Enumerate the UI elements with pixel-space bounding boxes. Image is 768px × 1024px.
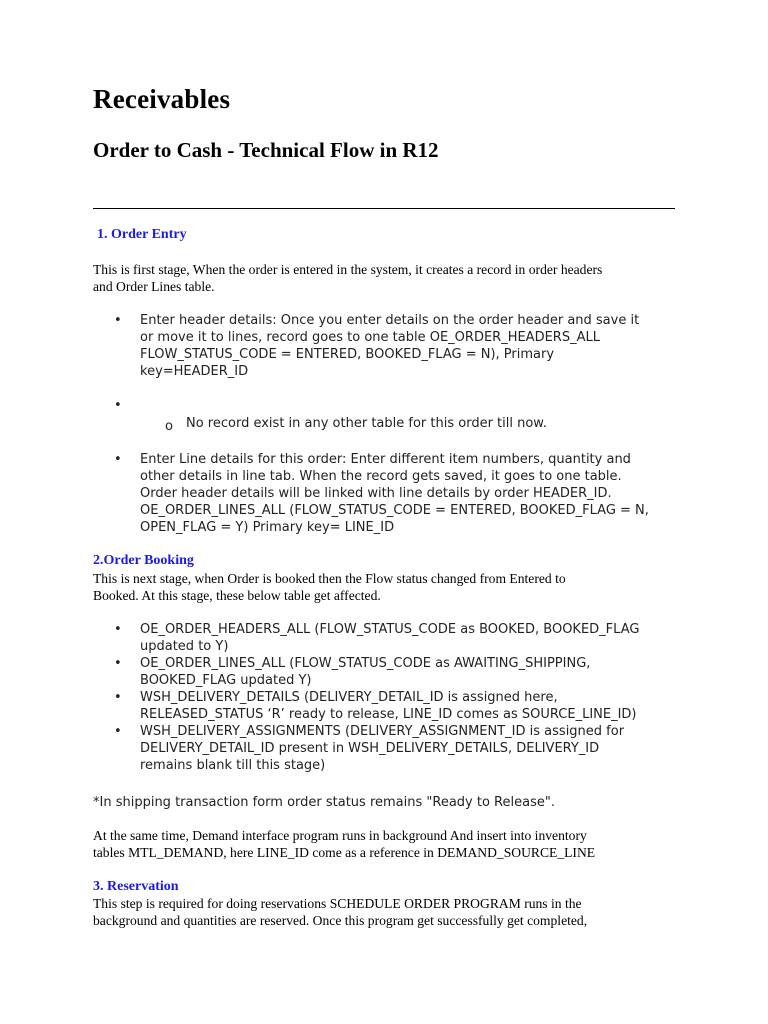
reservation-paragraph [93,895,683,929]
list-item [93,451,683,536]
list-item-text: OE_ORDER_HEADERS_ALL (FLOW_STATUS_CODE as BOOKED, BOOKED_FLAG [140,622,640,637]
intro-line: This is next stage, when Order is booked then the Flow status changed from Entered to [93,571,566,586]
shipping-note: *In shipping transaction form order status remains "Ready to Release". [93,795,555,810]
list-item-text: remains blank till this stage) [140,758,326,773]
list-item-text: other details in line tab. When the record gets saved, it goes to one table. [140,469,622,484]
paragraph-line: tables MTL_DEMAND, here LINE_ID come as a reference in DEMAND_SOURCE_LINE [93,845,596,860]
list-item [93,312,683,380]
list-item-text: OPEN_FLAG = Y) Primary key= LINE_ID [140,520,395,535]
list-item [93,655,683,689]
intro-line: and Order Lines table. [93,279,215,294]
bullet-glyph: • [114,690,122,705]
bullet-glyph: • [114,656,122,671]
order-booking-intro [93,570,683,604]
list-item-text: Order header details will be linked with line details by order HEADER_ID. [140,486,612,501]
empty-bullet-list [93,397,683,414]
bullet-glyph: • [114,313,122,328]
bullet-glyph: • [114,724,122,739]
list-item-text: WSH_DELIVERY_ASSIGNMENTS (DELIVERY_ASSIGNMENT_ID is assigned for [140,724,625,739]
list-item-text: FLOW_STATUS_CODE = ENTERED, BOOKED_FLAG = N), Primary [140,347,555,362]
list-item-text: or move it to lines, record goes to one table OE_ORDER_HEADERS_ALL [140,330,600,345]
list-item-text: Enter header details: Once you enter details on the order header and save it [140,313,640,328]
document-title: Receivables [93,84,231,114]
list-item-text: updated to Y) [140,639,229,654]
list-item-text: RELEASED_STATUS ‘R’ ready to release, LINE_ID comes as SOURCE_LINE_ID) [140,707,637,722]
order-booking-list [93,621,683,774]
list-item-text: key=HEADER_ID [140,364,249,379]
intro-line: This is first stage, When the order is entered in the system, it creates a record in order headers [93,262,603,277]
line-details-list [93,451,683,536]
list-item-text: BOOKED_FLAG updated Y) [140,673,312,688]
list-item [93,723,683,774]
list-item [93,689,683,723]
list-item-text: Enter Line details for this order: Enter different item numbers, quantity and [140,452,631,467]
order-entry-list [93,312,683,380]
bullet-glyph: • [114,622,122,637]
section-heading-order-entry: 1. Order Entry [97,227,187,242]
list-item-text: OE_ORDER_LINES_ALL (FLOW_STATUS_CODE as AWAITING_SHIPPING, [140,656,591,671]
sub-list-item: No record exist in any other table for this order till now. [186,416,547,431]
list-item-text: OE_ORDER_LINES_ALL (FLOW_STATUS_CODE = ENTERED, BOOKED_FLAG = N, [140,503,649,518]
horizontal-rule [93,208,675,209]
list-item [93,621,683,655]
demand-interface-paragraph [93,827,683,861]
paragraph-line: At the same time, Demand interface program runs in background And insert into inventory [93,828,587,843]
sub-bullet-marker: o [165,419,173,434]
intro-line: Booked. At this stage, these below table get affected. [93,588,381,603]
list-item-text: DELIVERY_DETAIL_ID present in WSH_DELIVERY_DETAILS, DELIVERY_ID [140,741,600,756]
bullet-glyph: • [114,398,122,413]
document-subtitle: Order to Cash - Technical Flow in R12 [93,138,439,162]
list-item [93,397,683,414]
section-heading-order-booking: 2.Order Booking [93,553,194,568]
order-entry-intro [93,261,683,295]
paragraph-line: This step is required for doing reservations SCHEDULE ORDER PROGRAM runs in the [93,896,582,911]
bullet-glyph: • [114,452,122,467]
list-item-text: WSH_DELIVERY_DETAILS (DELIVERY_DETAIL_ID is assigned here, [140,690,558,705]
paragraph-line: background and quantities are reserved. Once this program get successfully get completed, [93,913,588,928]
section-heading-reservation: 3. Reservation [93,879,179,894]
